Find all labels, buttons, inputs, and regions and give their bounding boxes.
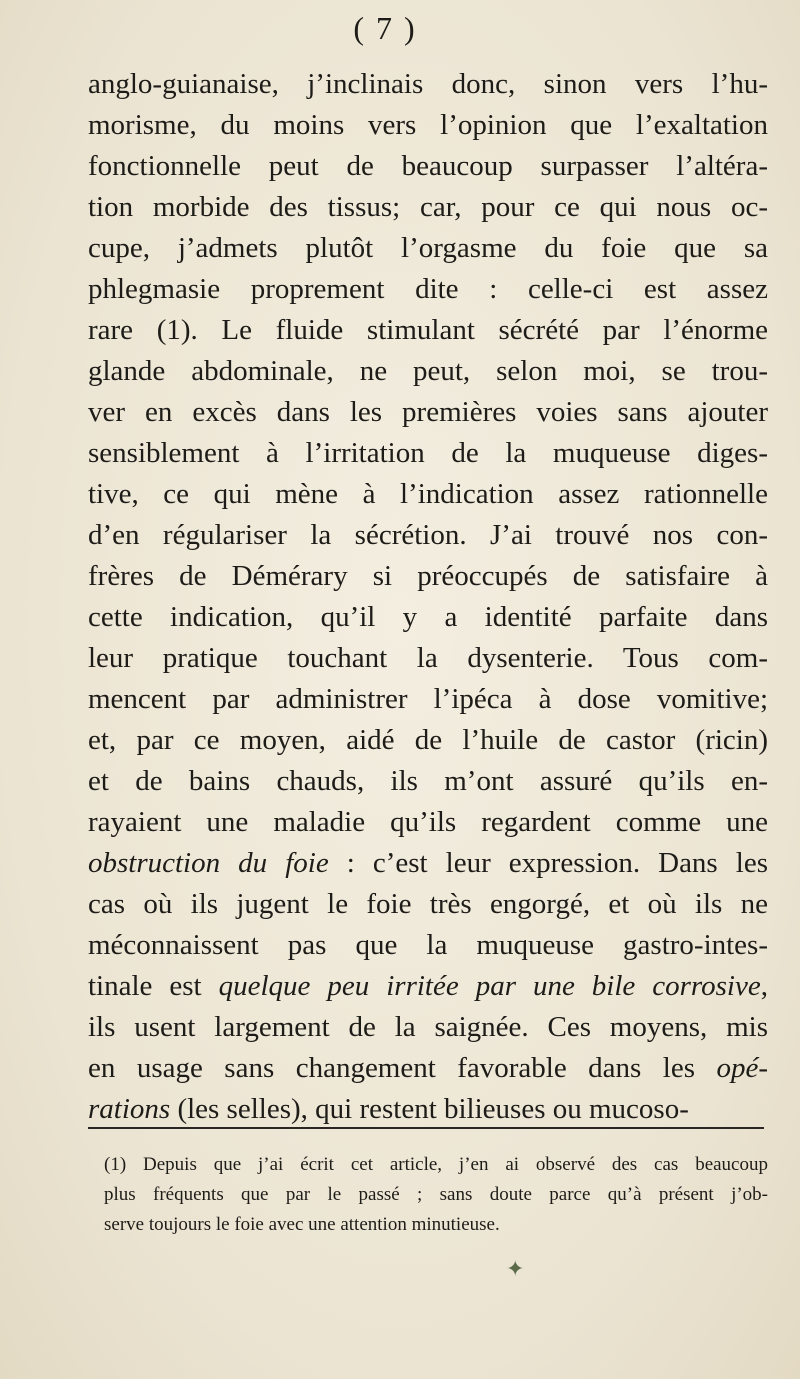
italic-phrase: obstruction du foie bbox=[88, 847, 329, 879]
text-line: ils usent largement de la saignée. Ces moyens, mis bbox=[88, 1011, 768, 1043]
text-line: leur pratique touchant la dysenterie. Tous com- bbox=[88, 642, 768, 674]
text-line: tive, ce qui mène à l’indication assez rationnelle bbox=[88, 478, 768, 510]
text-line: frères de Démérary si préoccupés de satisfaire à bbox=[88, 560, 768, 592]
text-line: sensiblement à l’irritation de la muqueuse diges- bbox=[88, 437, 768, 469]
text-line: cas où ils jugent le foie très engorgé, et où ils ne bbox=[88, 888, 768, 920]
text-line: rayaient une maladie qu’ils regardent comme une bbox=[88, 806, 768, 838]
footnote-separator bbox=[88, 1127, 764, 1129]
text-line: phlegmasie proprement dite : celle-ci est assez bbox=[88, 273, 768, 305]
text-line: morisme, du moins vers l’opinion que l’exaltation bbox=[88, 109, 768, 141]
text-line: méconnaissent pas que la muqueuse gastro-intes- bbox=[88, 929, 768, 961]
text-line: fonctionnelle peut de beaucoup surpasser l’altéra- bbox=[88, 150, 768, 182]
text-line: cette indication, qu’il y a identité parfaite dans bbox=[88, 601, 768, 633]
italic-phrase: opé- bbox=[716, 1052, 768, 1084]
text-line: et, par ce moyen, aidé de l’huile de castor (ricin) bbox=[88, 724, 768, 756]
text-line: obstruction du foie : c’est leur expression. Dans les bbox=[88, 847, 768, 879]
text-line: et de bains chauds, ils m’ont assuré qu’ils en- bbox=[88, 765, 768, 797]
text-line: ver en excès dans les premières voies sans ajouter bbox=[88, 396, 768, 428]
text-line: en usage sans changement favorable dans les opé- bbox=[88, 1052, 768, 1084]
ink-stain-mark: ✦ bbox=[506, 1256, 525, 1281]
text-line: tion morbide des tissus; car, pour ce qui nous oc- bbox=[88, 191, 768, 223]
footnote-line: plus fréquents que par le passé ; sans doute parce qu’à présent j’ob- bbox=[104, 1184, 768, 1205]
text-line: rations (les selles), qui restent bilieuses ou mucoso- bbox=[88, 1093, 689, 1125]
text-line: anglo-guianaise, j’inclinais donc, sinon vers l’hu- bbox=[88, 68, 768, 100]
text-line: d’en régulariser la sécrétion. J’ai trouvé nos con- bbox=[88, 519, 768, 551]
italic-phrase: quelque peu irritée par une bile corrosive bbox=[218, 970, 761, 1002]
footnote bbox=[104, 1150, 768, 1240]
text-line: cupe, j’admets plutôt l’orgasme du foie que sa bbox=[88, 232, 768, 264]
footnote-line: serve toujours le foie avec une attention minutieuse. bbox=[104, 1214, 500, 1235]
main-paragraph bbox=[88, 64, 768, 1130]
italic-phrase: rations bbox=[88, 1093, 171, 1125]
text-line: glande abdominale, ne peut, selon moi, se trou- bbox=[88, 355, 768, 387]
text-line: mencent par administrer l’ipéca à dose vomitive; bbox=[88, 683, 768, 715]
text-line: tinale est quelque peu irritée par une bile corrosive, bbox=[88, 970, 768, 1002]
page-number: ( 7 ) bbox=[353, 10, 417, 46]
text-line: rare (1). Le fluide stimulant sécrété par l’énorme bbox=[88, 314, 768, 346]
footnote-line: (1) Depuis que j’ai écrit cet article, j’en ai observé des cas beaucoup bbox=[104, 1154, 768, 1175]
